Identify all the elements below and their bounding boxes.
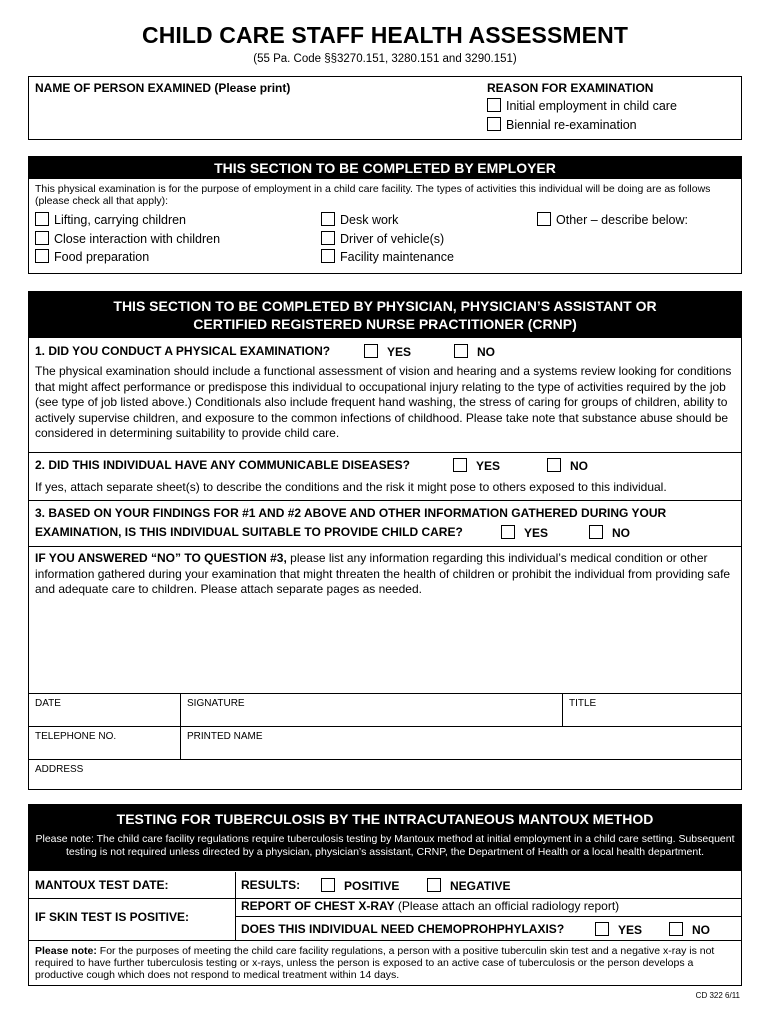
employer-intro: This physical examination is for the purpose of employment in a child care facility. The types of activities this individual will be doing are as follows (please check all that apply):	[35, 183, 711, 207]
if-positive-label: IF SKIN TEST IS POSITIVE:	[35, 910, 190, 924]
q3-explanation-area[interactable]	[33, 602, 737, 690]
activity-interaction: Close interaction with children	[35, 230, 220, 248]
q1-no: NO	[454, 343, 495, 361]
chemo-no-checkbox[interactable]	[669, 922, 683, 936]
q2-label: 2. DID THIS INDIVIDUAL HAVE ANY COMMUNICABLE DISEASES?	[35, 458, 410, 472]
person-section	[28, 76, 742, 140]
xray-label: REPORT OF CHEST X-RAY (Please attach an official radiology report)	[241, 899, 620, 913]
mantoux-date-label: MANTOUX TEST DATE:	[35, 878, 169, 892]
q1-yes-checkbox[interactable]	[364, 344, 378, 358]
activity-other: Other – describe below:	[537, 211, 688, 229]
result-positive: POSITIVE	[321, 877, 399, 895]
tb-note: Please note: The child care facility regulations require tuberculosis testing by Mantoux method at initial employment in a child care setting. Subsequent testing is not required unless directed by a physician, physician’s assistant, CRNP, the Department of Health or a local health department.	[35, 833, 735, 858]
employer-section	[28, 156, 742, 274]
activity-lifting-checkbox[interactable]	[35, 212, 49, 226]
reason-biennial-checkbox[interactable]	[487, 117, 501, 131]
form-title: CHILD CARE STAFF HEALTH ASSESSMENT	[142, 22, 628, 48]
activity-driver-checkbox[interactable]	[321, 231, 335, 245]
q3-no-checkbox[interactable]	[589, 525, 603, 539]
q2-no: NO	[547, 457, 588, 475]
chemo-no: NO	[669, 921, 710, 939]
activity-driver: Driver of vehicle(s)	[321, 230, 444, 248]
q3-yes: YES	[501, 524, 548, 542]
physician-heading: THIS SECTION TO BE COMPLETED BY PHYSICIAN, PHYSICIAN’S ASSISTANT OR CERTIFIED REGISTERED NURSE PRACTITIONER (CRNP)	[29, 292, 741, 338]
result-negative-checkbox[interactable]	[427, 878, 441, 892]
title-field[interactable]: TITLE	[569, 698, 597, 709]
tb-footer-note: Please note: For the purposes of meeting the child care facility regulations, a person with a positive tuberculin skin test and a negative x-ray is not required to have further tuberculosis testing or x-rays, unless the person is exposed to an active case of tuberculosis or the person develops a productive cough which does not respond to medical treatment within 14 days.	[35, 945, 715, 981]
chemo-label: DOES THIS INDIVIDUAL NEED CHEMOPROHPHYLAXIS?	[241, 922, 565, 936]
name-label: NAME OF PERSON EXAMINED (Please print)	[35, 81, 291, 95]
name-input-area[interactable]	[33, 97, 473, 137]
result-negative: NEGATIVE	[427, 877, 510, 895]
activity-food: Food preparation	[35, 248, 149, 266]
reason-biennial: Biennial re-examination	[487, 116, 637, 134]
result-positive-checkbox[interactable]	[321, 878, 335, 892]
tb-heading: TESTING FOR TUBERCULOSIS BY THE INTRACUTANEOUS MANTOUX METHOD Please note: The child care facility regulations require tuberculosis testing by Mantoux method at initial employment in a child care setting. Subsequent testing is not required unless directed by a physician, physician’s assistant, CRNP, the Department of Health or a local health department.	[29, 805, 741, 871]
chemo-yes: YES	[595, 921, 642, 939]
activity-maintenance-checkbox[interactable]	[321, 249, 335, 263]
q3-followup: IF YOU ANSWERED “NO” TO QUESTION #3, please list any information regarding this individual’s medical condition or other information gathered during your examination that might threaten the health of children or prohibit the individual from providing safe and adequate care to children. Please attach separate pages as needed.	[35, 551, 731, 596]
q1-label: 1. DID YOU CONDUCT A PHYSICAL EXAMINATION?	[35, 344, 331, 358]
reason-initial-checkbox[interactable]	[487, 98, 501, 112]
q2-instructions: If yes, attach separate sheet(s) to describe the conditions and the risk it might pose to others exposed to this individual.	[35, 480, 667, 494]
form-subtitle: (55 Pa. Code §§3270.151, 3280.151 and 3290.151)	[253, 53, 517, 65]
q1-yes: YES	[364, 343, 411, 361]
results-label: RESULTS:	[241, 878, 301, 892]
address-field[interactable]: ADDRESS	[35, 764, 84, 775]
activity-food-checkbox[interactable]	[35, 249, 49, 263]
activity-other-checkbox[interactable]	[537, 212, 551, 226]
activity-lifting: Lifting, carrying children	[35, 211, 186, 229]
activity-desk-checkbox[interactable]	[321, 212, 335, 226]
q2-yes: YES	[453, 457, 500, 475]
chemo-yes-checkbox[interactable]	[595, 922, 609, 936]
signature-field[interactable]: SIGNATURE	[187, 698, 245, 709]
q2-no-checkbox[interactable]	[547, 458, 561, 472]
q1-instructions: The physical examination should include a functional assessment of vision and hearing and a systems review looking for conditions that might affect performance or predispose this individual to occupational injury relating to the type of activities required by the job (see type of job listed above.) Conditionals also include frequent hand washing, the stress of caring for groups of children, ability to actively supervise children, and exposure to the common infections of childhood. Please take note that substance abuse should be considered in determining suitability to provide child care.	[35, 364, 732, 440]
form-code: CD 322 6/11	[695, 991, 740, 1000]
telephone-field[interactable]: TELEPHONE NO.	[35, 731, 117, 742]
activity-desk: Desk work	[321, 211, 398, 229]
date-field[interactable]: DATE	[35, 698, 61, 709]
q3-yes-checkbox[interactable]	[501, 525, 515, 539]
q3-no: NO	[589, 524, 630, 542]
activity-maintenance: Facility maintenance	[321, 248, 454, 266]
tb-section	[28, 804, 742, 986]
q2-yes-checkbox[interactable]	[453, 458, 467, 472]
employer-heading: THIS SECTION TO BE COMPLETED BY EMPLOYER	[29, 157, 741, 179]
reason-initial: Initial employment in child care	[487, 97, 677, 115]
q1-no-checkbox[interactable]	[454, 344, 468, 358]
q3-label-line2: EXAMINATION, IS THIS INDIVIDUAL SUITABLE TO PROVIDE CHILD CARE?	[35, 525, 463, 539]
physician-section	[28, 291, 742, 790]
printed-name-field[interactable]: PRINTED NAME	[187, 731, 263, 742]
activity-interaction-checkbox[interactable]	[35, 231, 49, 245]
q3-label-line1: 3. BASED ON YOUR FINDINGS FOR #1 AND #2 ABOVE AND OTHER INFORMATION GATHERED DURING YOUR	[35, 506, 667, 520]
reason-label: REASON FOR EXAMINATION	[487, 81, 654, 95]
